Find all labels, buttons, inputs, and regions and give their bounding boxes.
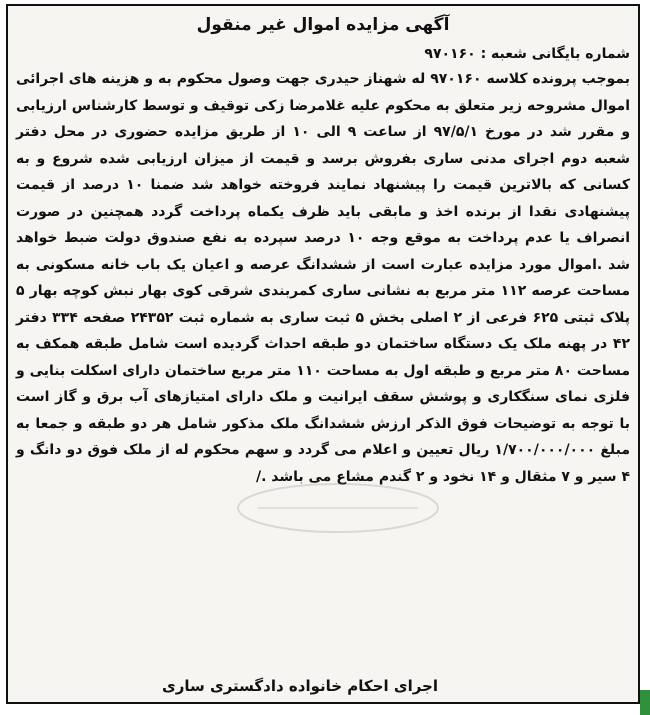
- corner-tab: [640, 690, 650, 715]
- notice-title: آگهی مزایده اموال غیر منقول: [196, 15, 450, 35]
- archive-number: شماره بایگانی شعبه : ۹۷۰۱۶۰: [424, 46, 630, 62]
- issuer-signature: اجرای احکام خانواده دادگستری ساری: [161, 677, 438, 695]
- watermark-stamp: [228, 478, 448, 538]
- auction-notice: [6, 4, 640, 704]
- notice-body: بموجب پرونده کلاسه ۹۷۰۱۶۰ له شهناز حیدری جهت وصول محکوم به و هزینه های اجرائی اموال مشروحه زیر متعلق به محکوم علیه غلامرضا زکی توقیف و توسط کارشناس ارزیابی و مقرر شد در مورخ ۹۷/۵/۱ از ساعت ۹ الی ۱۰ از طریق مزایده حضوری در محل دفتر شعبه دوم اجرای مدنی ساری بفروش برسد و قیمت از میزان ارزیابی شده شروع و به کسانی که بالاترین قیمت را پیشنهاد نمایند فروخته خواهد شد ضمنا ۱۰ درصد از قیمت پیشنهادی نقدا از برنده اخذ و مابقی باید ظرف یکماه پرداخت گردد همچنین در صورت انصراف یا عدم پرداخت به موقع وجه ۱۰ درصد سپرده به نفع صندوق دولت ضبط خواهد شد .اموال مورد مزایده عبارت است از ششدانگ عرصه و اعیان یک باب خانه مسکونی به مساحت عرصه ۱۱۲ متر مربع به نشانی ساری کمربندی شرقی کوی بهار نبش کوچه بهار ۵ پلاک ثبتی ۶۲۵ فرعی از ۲ اصلی بخش ۵ ثبت ساری به شماره ثبت ۲۴۳۵۲ صفحه ۳۳۴ دفتر ۴۲ در پهنه ملک یک دستگاه ساختمان دو طبقه احداث گردیده است شامل طبقه همکف به مساحت ۸۰ متر مربع و طبقه اول به مساحت ۱۱۰ متر مربع ساختمان دارای اسکلت بنایی و فلزی نمای سنگکاری و پوشش سقف ایرانیت و ملک دارای امتیازهای آب برق و گاز است با توجه به توضیحات فوق الذکر ارزش ششدانگ ملک مذکور شامل هر دو طبقه و جمعا به مبلغ ۱/۷۰۰/۰۰۰/۰۰۰ ریال تعیین و اعلام می گردد و سهم محکوم له از ملک فوق دو دانگ و ۴ سیر و ۷ مثقال و ۱۴ نخود و ۲ گندم مشاع می باشد ./: [16, 71, 631, 485]
